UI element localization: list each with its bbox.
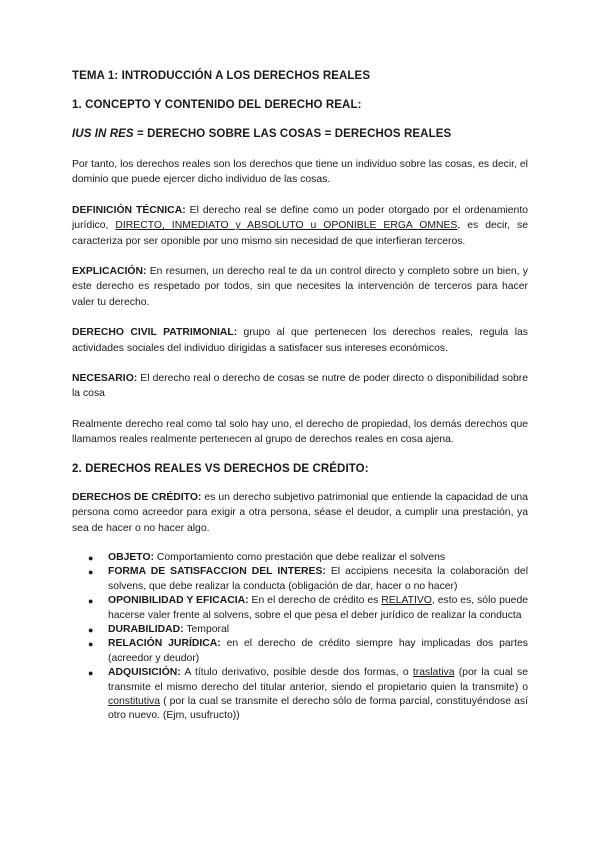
list-item-underlined: constitutiva [108, 695, 160, 707]
credit-rights-label: DERECHOS DE CRÉDITO: [72, 491, 202, 503]
bullet-icon: ● [88, 639, 94, 650]
definition-text-a: El derecho real se define como un poder otorgado por el ordenamiento jurídico, [72, 204, 529, 232]
list-item-underlined: traslativa [412, 667, 455, 679]
bullet-icon: ● [88, 624, 94, 635]
list-item-underlined: RELATIVO [381, 595, 432, 607]
explanation-text: En resumen, un derecho real te da un control directo y completo sobre un bien, y este derecho es respetado por todos, sin que necesites la intervención de terceros para hacer valer tu derecho. [72, 266, 528, 308]
page-title: TEMA 1: INTRODUCCIÓN A LOS DERECHOS REALES [72, 70, 371, 82]
credit-rights-text: es un derecho subjetivo patrimonial que entiende la capacidad de una persona como acreedor para exigir a otra persona, séase el deudor, a cumplir una prestación, ya sea de hacer o no hacer algo. [72, 491, 528, 534]
bullet-icon: ● [88, 668, 94, 679]
dcp-paragraph [72, 325, 528, 356]
list-item-text: El accipiens necesita la colaboración del solvens, que debe realizar la conducta (obligación de dar, hacer o no hacer) [108, 566, 529, 592]
list-item-adquisicion [88, 666, 528, 724]
list-item-label: RELACIÓN JURÍDICA: [108, 638, 221, 650]
document-page [72, 70, 528, 724]
bullet-icon: ● [88, 567, 94, 578]
list-item-text: (por la cual se transmite el mismo derecho del titular anterior, siendo el propietario quien la transmite) o [108, 667, 529, 693]
dcp-label: DERECHO CIVIL PATRIMONIAL: [72, 327, 238, 339]
list-item-relacion [88, 637, 528, 666]
bullet-icon: ● [88, 596, 94, 607]
credit-rights-paragraph [72, 490, 528, 536]
list-item-forma [88, 565, 528, 594]
list-item-label: OBJETO: [108, 551, 154, 563]
list-item-text: Temporal [183, 623, 230, 635]
explanation-label: EXPLICACIÓN: [72, 266, 147, 278]
necesario-text: El derecho real o derecho de cosas se nutre de poder directo o disponibilidad sobre la cosa [72, 373, 528, 400]
realmente-paragraph: Realmente derecho real como tal solo hay uno, el derecho de propiedad, los demás derechos que llamamos reales realmente pertenecen al grupo de derechos reales en cosa ajena. [72, 418, 528, 446]
intro-paragraph: Por tanto, los derechos reales son los derechos que tiene un individuo sobre las cosas, es decir, el dominio que puede ejercer dicho individuo de las cosas. [72, 159, 528, 186]
dcp-text: grupo al que pertenecen los derechos reales, regula las actividades sociales del individuo dirigidas a satisfacer sus intereses económicos. [72, 327, 529, 354]
explanation-paragraph [72, 264, 528, 310]
definition-label: DEFINICIÓN TÉCNICA: [72, 204, 186, 216]
list-item-oponibilidad [88, 594, 528, 623]
list-item-text: en el derecho de crédito siempre hay implicadas dos partes (acreedor y deudor) [108, 638, 528, 664]
definition-paragraph [72, 203, 528, 249]
necesario-paragraph [72, 371, 528, 402]
section2-heading: 2. DERECHOS REALES VS DERECHOS DE CRÉDITO: [72, 462, 369, 475]
necesario-label: NECESARIO: [72, 373, 138, 385]
list-item-label: FORMA DE SATISFACCION DEL INTERES: [108, 566, 326, 578]
list-item-text: En el derecho de crédito es [248, 595, 382, 607]
list-item-text: ( por la cual se transmite el derecho sólo de forma parcial, constituyéndose así otro nuevo. (Ejm, usufructo)) [108, 695, 528, 722]
list-item-label: DURABILIDAD: [108, 623, 184, 635]
list-item-label: ADQUISICIÓN: [108, 667, 181, 679]
bullet-icon: ● [88, 552, 94, 563]
definition-underlined: DIRECTO, INMEDIATO y ABSOLUTO u OPONIBLE ERGA OMNES [115, 220, 458, 232]
characteristics-list [88, 551, 528, 724]
section1-heading: 1. CONCEPTO Y CONTENIDO DEL DERECHO REAL: [72, 99, 362, 111]
list-item-text: A título derivativo, posible desde dos formas, o [180, 667, 413, 679]
list-item-objeto [88, 551, 528, 565]
definition-text-b: , es decir, se caracteriza por ser oponible por uno mismo sin necesidad de que interfieran terceros. [72, 220, 528, 247]
latin-rest: = DERECHO SOBRE LAS COSAS = DERECHOS REALES [133, 128, 452, 140]
list-item-text: , esto es, sólo puede hacerse valer frente al solvens, sobre el que pesa el deber jurídico de realizar la conducta [108, 595, 529, 621]
list-item-text: Comportamiento como prestación que debe realizar el solvens [154, 551, 446, 563]
latin-term: IUS IN RES [72, 128, 134, 140]
ius-in-res-line [72, 128, 528, 140]
list-item-durabilidad [88, 623, 528, 637]
list-item-label: OPONIBILIDAD Y EFICACIA: [108, 595, 249, 607]
